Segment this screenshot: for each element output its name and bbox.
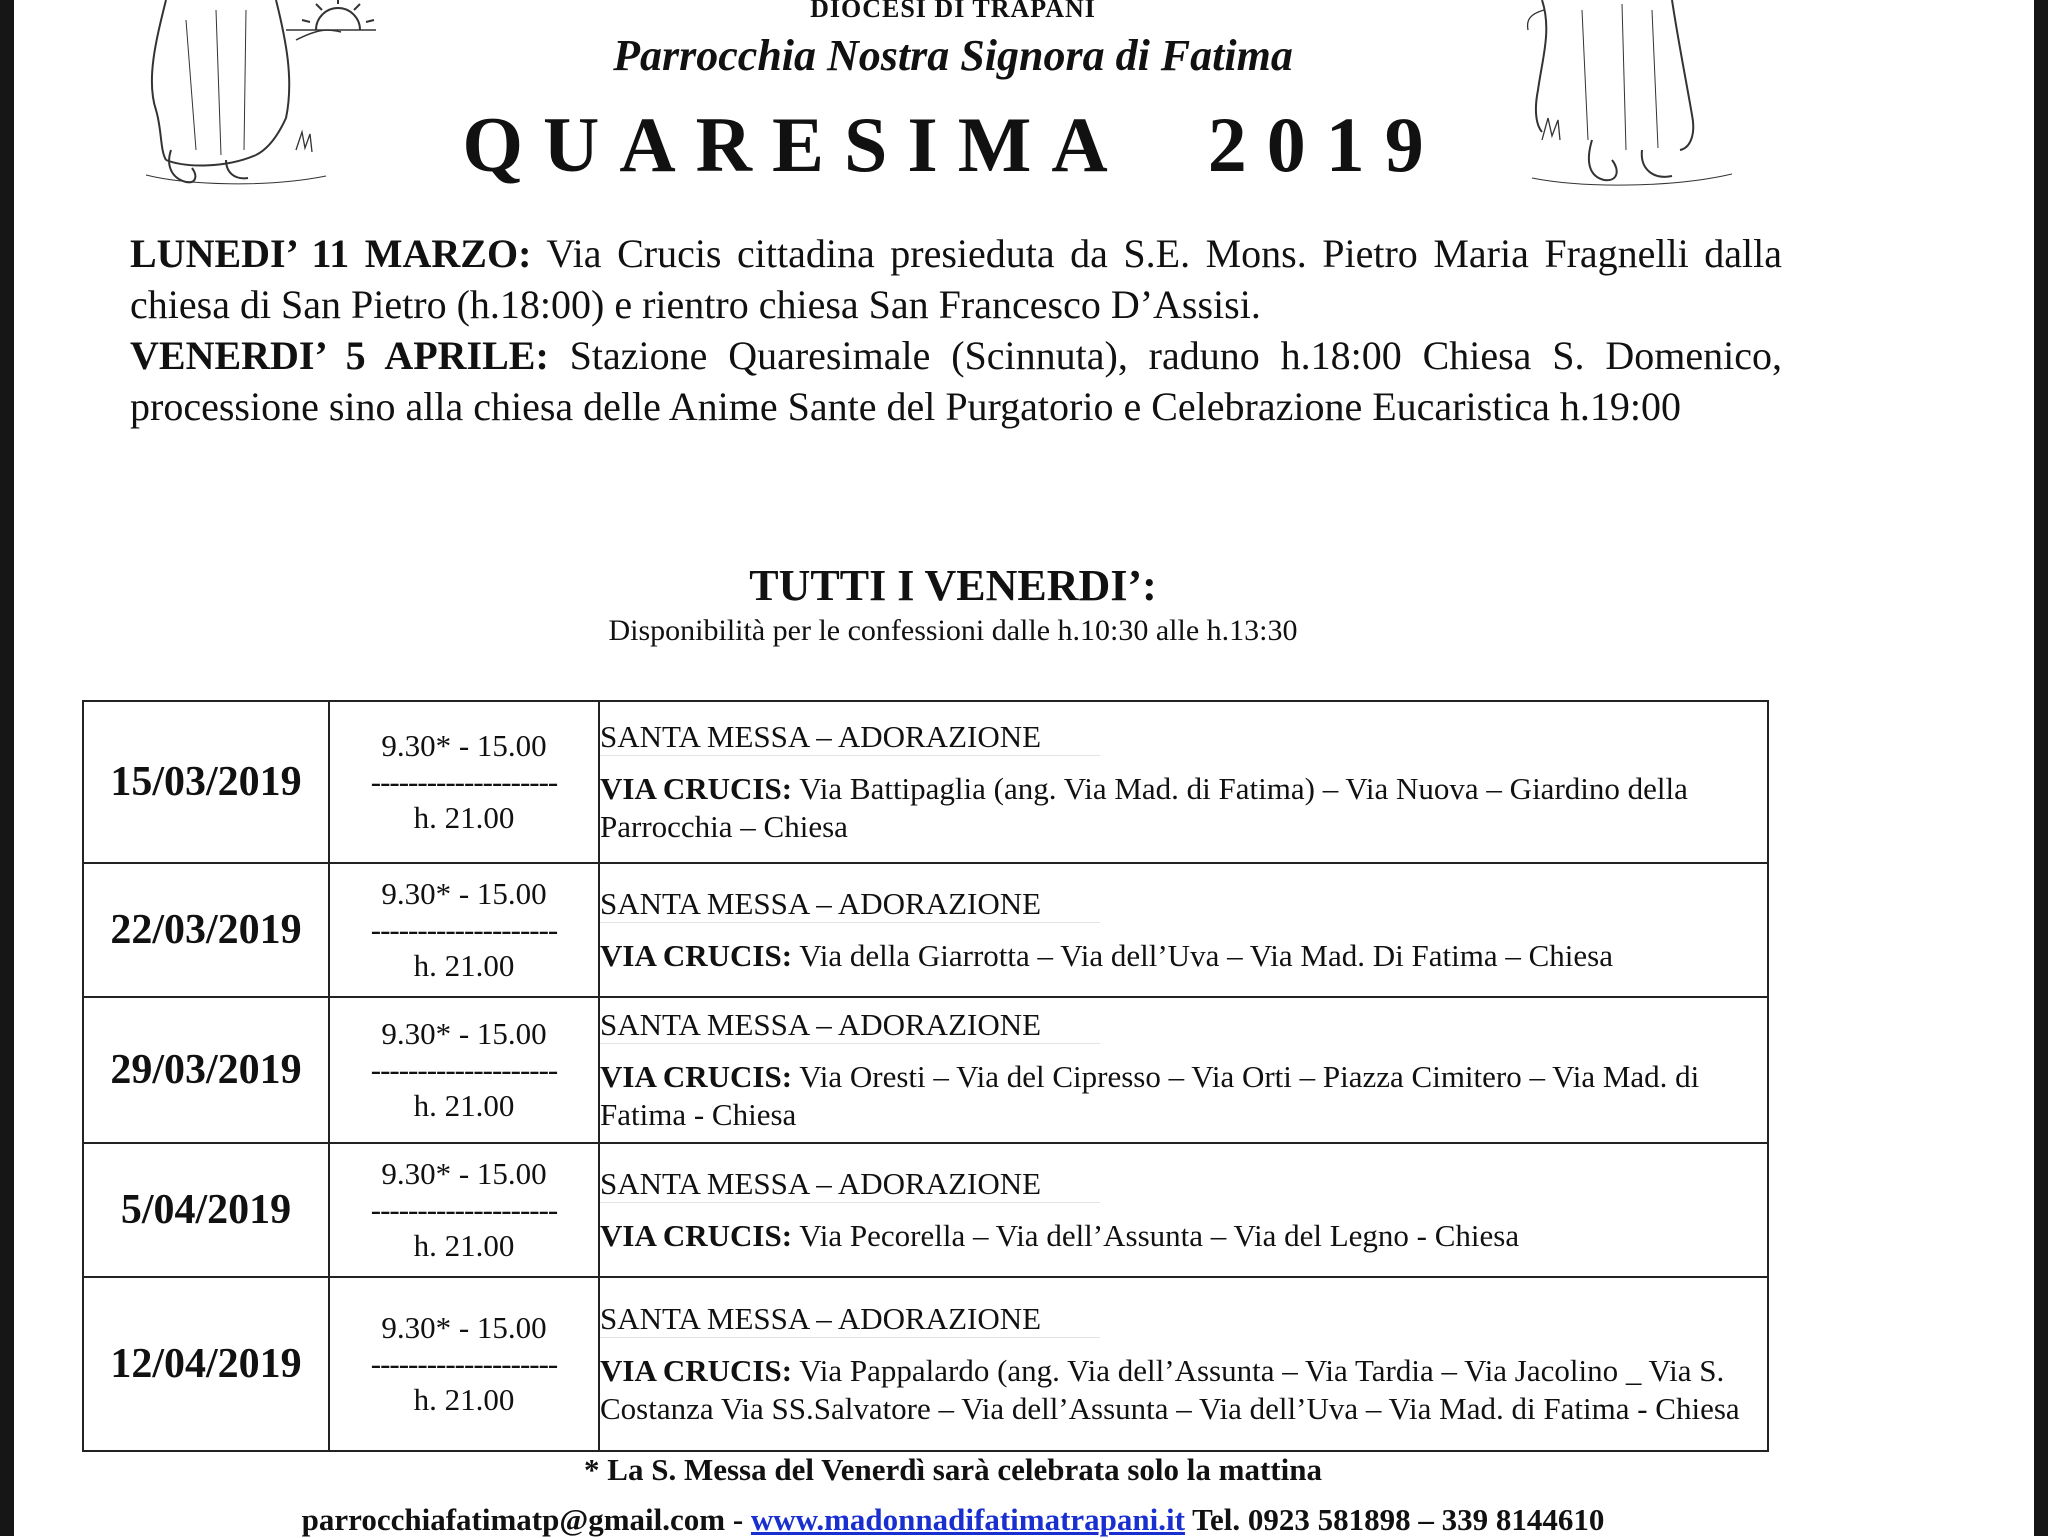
title-word: QUARESIMA: [462, 101, 1128, 188]
description-cell: [599, 701, 1768, 863]
mass-label: SANTA MESSA – ADORAZIONE: [600, 719, 1100, 756]
table-row: [83, 701, 1768, 863]
route-text: Via Pecorella – Via dell’Assunta – Via del Legno - Chiesa: [792, 1217, 1520, 1253]
special-events: [130, 228, 1782, 432]
left-dark-border: [0, 0, 14, 1536]
time-separator: --------------------: [370, 1192, 558, 1227]
evening-time: h. 21.00: [413, 800, 515, 835]
diocese-name: DIOCESI DI TRAPANI: [810, 0, 1096, 23]
date-cell: 5/04/2019: [83, 1143, 329, 1277]
route-label: VIA CRUCIS:: [600, 1058, 793, 1094]
table-row: [83, 1277, 1768, 1451]
email-address: parrocchiafatimatp@gmail.com -: [301, 1502, 751, 1537]
date-cell: 22/03/2019: [83, 863, 329, 997]
description-cell: [599, 1277, 1768, 1451]
time-separator: --------------------: [370, 1052, 558, 1087]
parish-name: Parrocchia Nostra Signora di Fatima: [613, 31, 1293, 80]
mass-label: SANTA MESSA – ADORAZIONE: [600, 886, 1100, 923]
times-cell: [329, 1277, 599, 1451]
date-cell: 15/03/2019: [83, 701, 329, 863]
evening-time: h. 21.00: [413, 1228, 515, 1263]
times-cell: [329, 1143, 599, 1277]
date-cell: 12/04/2019: [83, 1277, 329, 1451]
date-cell: 29/03/2019: [83, 997, 329, 1143]
via-crucis-route: [600, 937, 1767, 975]
route-text: Via Battipaglia (ang. Via Mad. di Fatima) – Via Nuova – Giardino della Parrocchia – Chiesa: [600, 770, 1688, 844]
route-label: VIA CRUCIS:: [600, 1352, 793, 1388]
mass-label: SANTA MESSA – ADORAZIONE: [600, 1166, 1100, 1203]
description-cell: [599, 863, 1768, 997]
event-paragraph: [130, 330, 1782, 432]
right-dark-border: [2034, 0, 2048, 1536]
title-year: 2019: [1207, 101, 1444, 188]
flyer-document: [14, 0, 2034, 1536]
mass-footnote: * La S. Messa del Venerdì sarà celebrata solo la mattina: [584, 1452, 1322, 1487]
event-paragraph: [130, 228, 1782, 330]
description-cell: [599, 1143, 1768, 1277]
time-separator: --------------------: [370, 1346, 558, 1381]
morning-time: 9.30* - 15.00: [381, 1310, 547, 1345]
route-text: Via Pappalardo (ang. Via dell’Assunta – Via Tardia – Via Jacolino _ Via S. Costanza Via SS.Salvatore – Via dell’Assunta – Via dell’Uva – Via Mad. di Fatima - Chiesa: [600, 1352, 1740, 1426]
confession-hours: Disponibilità per le confessioni dalle h.10:30 alle h.13:30: [608, 614, 1298, 647]
via-crucis-route: [600, 1352, 1767, 1428]
mass-label: SANTA MESSA – ADORAZIONE: [600, 1301, 1100, 1338]
route-label: VIA CRUCIS:: [600, 770, 793, 806]
time-separator: --------------------: [370, 764, 558, 799]
via-crucis-route: [600, 1058, 1767, 1134]
phone-numbers: Tel. 0923 581898 – 339 8144610: [1184, 1502, 1605, 1537]
friday-schedule-table: [82, 700, 1769, 1452]
table-row: [83, 1143, 1768, 1277]
table-row: [83, 997, 1768, 1143]
contact-footer: [14, 1502, 1892, 1538]
via-crucis-route: [600, 770, 1767, 846]
via-crucis-route: [600, 1217, 1767, 1255]
website-link[interactable]: www.madonnadifatimatrapani.it: [750, 1502, 1185, 1537]
event-label: LUNEDI’ 11 MARZO:: [130, 231, 532, 276]
route-label: VIA CRUCIS:: [600, 1217, 793, 1253]
evening-time: h. 21.00: [413, 948, 515, 983]
page-title: [14, 100, 1892, 190]
fridays-heading: TUTTI I VENERDI’:: [749, 561, 1157, 610]
event-text: Stazione Quaresimale (Scinnuta), raduno h.18:00 Chiesa S. Domenico, processione sino alla chiesa delle Anime Sante del Purgatorio e Celebrazione Eucaristica h.19:00: [130, 333, 1782, 429]
evening-time: h. 21.00: [413, 1088, 515, 1123]
time-separator: --------------------: [370, 912, 558, 947]
route-label: VIA CRUCIS:: [600, 937, 793, 973]
mass-label: SANTA MESSA – ADORAZIONE: [600, 1007, 1100, 1044]
description-cell: [599, 997, 1768, 1143]
times-cell: [329, 863, 599, 997]
morning-time: 9.30* - 15.00: [381, 1156, 547, 1191]
morning-time: 9.30* - 15.00: [381, 876, 547, 911]
event-label: VENERDI’ 5 APRILE:: [130, 333, 549, 378]
evening-time: h. 21.00: [413, 1382, 515, 1417]
route-text: Via Oresti – Via del Cipresso – Via Orti – Piazza Cimitero – Via Mad. di Fatima - Chiesa: [600, 1058, 1700, 1132]
times-cell: [329, 701, 599, 863]
route-text: Via della Giarrotta – Via dell’Uva – Via Mad. Di Fatima – Chiesa: [792, 937, 1613, 973]
morning-time: 9.30* - 15.00: [381, 1016, 547, 1051]
morning-time: 9.30* - 15.00: [381, 728, 547, 763]
table-row: [83, 863, 1768, 997]
times-cell: [329, 997, 599, 1143]
event-text: Via Crucis cittadina presieduta da S.E. Mons. Pietro Maria Fragnelli dalla chiesa di San Pietro (h.18:00) e rientro chiesa San Francesco D’Assisi.: [130, 231, 1782, 327]
